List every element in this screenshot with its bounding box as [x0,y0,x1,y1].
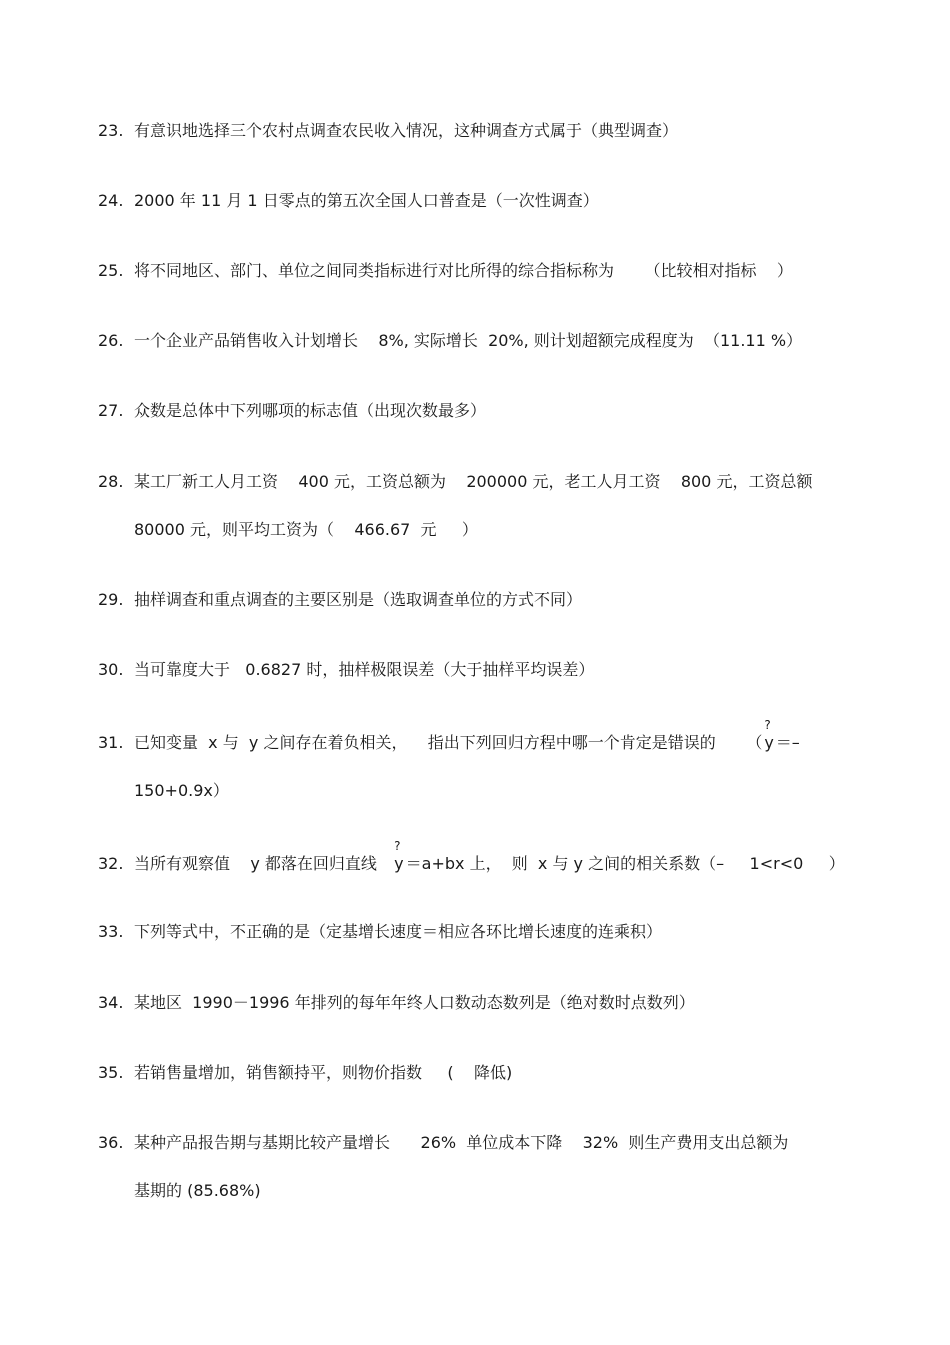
question-28 [98,471,858,541]
question-25 [98,260,858,282]
question-number: 29. [98,590,124,609]
question-32 [98,839,858,875]
question-27 [98,400,858,422]
question-30 [98,659,858,681]
question-36 [98,1132,858,1202]
y-variable: y [394,854,404,873]
y-variable: y [764,733,774,752]
question-number: 25. [98,261,124,280]
question-text: 有意识地选择三个农村点调查农民收入情况，这种调查方式属于（典型调查） [134,121,679,140]
question-number: 32. [98,854,124,873]
question-text: 众数是总体中下列哪项的标志值（出现次数最多） [134,401,487,420]
question-text: 将不同地区、部门、单位之间同类指标进行对比所得的综合指标称为 （比较相对指标 ） [134,261,793,280]
question-text-continued: 80000 元，则平均工资为（ 466.67 元 ） [134,520,478,539]
question-number: 35. [98,1063,124,1082]
question-text-after: ＝– [775,733,800,752]
question-number: 27. [98,401,124,420]
question-text: 某地区 1990－1996 年排列的每年年终人口数动态数列是（绝对数时点数列） [134,993,695,1012]
question-text: 某工厂新工人月工资 400 元，工资总额为 200000 元，老工人月工资 800 元，工资总额 [134,472,813,491]
question-text: 下列等式中，不正确的是（定基增长速度＝相应各环比增长速度的连乘积） [134,922,663,941]
regression-y-hat [762,718,775,754]
question-text: 若销售量增加，销售额持平，则物价指数 ( 降低) [134,1063,513,1082]
hat-mark: ? [764,718,771,732]
question-35 [98,1062,858,1084]
question-number: 24. [98,191,124,210]
question-24 [98,190,858,212]
question-number: 33. [98,922,124,941]
question-text: 2000 年 11 月 1 日零点的第五次全国人口普查是（一次性调查） [134,191,599,210]
question-number: 23. [98,121,124,140]
question-text: 一个企业产品销售收入计划增长 8%, 实际增长 20%, 则计划超额完成程度为 （11.11 %） [134,331,803,350]
question-number: 36. [98,1133,124,1152]
question-number: 30. [98,660,124,679]
question-text: 某种产品报告期与基期比较产量增长 26% 单位成本下降 32% 则生产费用支出总额为 [134,1133,789,1152]
question-number: 28. [98,472,124,491]
question-29 [98,589,858,611]
question-text: 当可靠度大于 0.6827 时，抽样极限误差（大于抽样平均误差） [134,660,595,679]
question-33 [98,921,858,943]
question-text-before: 当所有观察值 y 都落在回归直线 [134,854,393,873]
question-text-continued: 基期的 (85.68%) [134,1181,261,1200]
question-number: 31. [98,733,124,752]
question-number: 34. [98,993,124,1012]
hat-mark: ? [394,839,401,853]
question-text-before: 已知变量 x 与 y 之间存在着负相关， 指出下列回归方程中哪一个肯定是错误的 （ [134,733,763,752]
question-number: 26. [98,331,124,350]
regression-y-hat [392,839,405,875]
question-31 [98,718,858,802]
question-26 [98,330,858,352]
question-text: 抽样调查和重点调查的主要区别是（选取调查单位的方式不同） [134,590,583,609]
question-34 [98,992,858,1014]
question-text-continued: 150+0.9x） [134,781,229,800]
question-23 [98,120,858,142]
question-text-after: ＝a+bx 上， 则 x 与 y 之间的相关系数（– 1<r<0 ） [405,854,845,873]
